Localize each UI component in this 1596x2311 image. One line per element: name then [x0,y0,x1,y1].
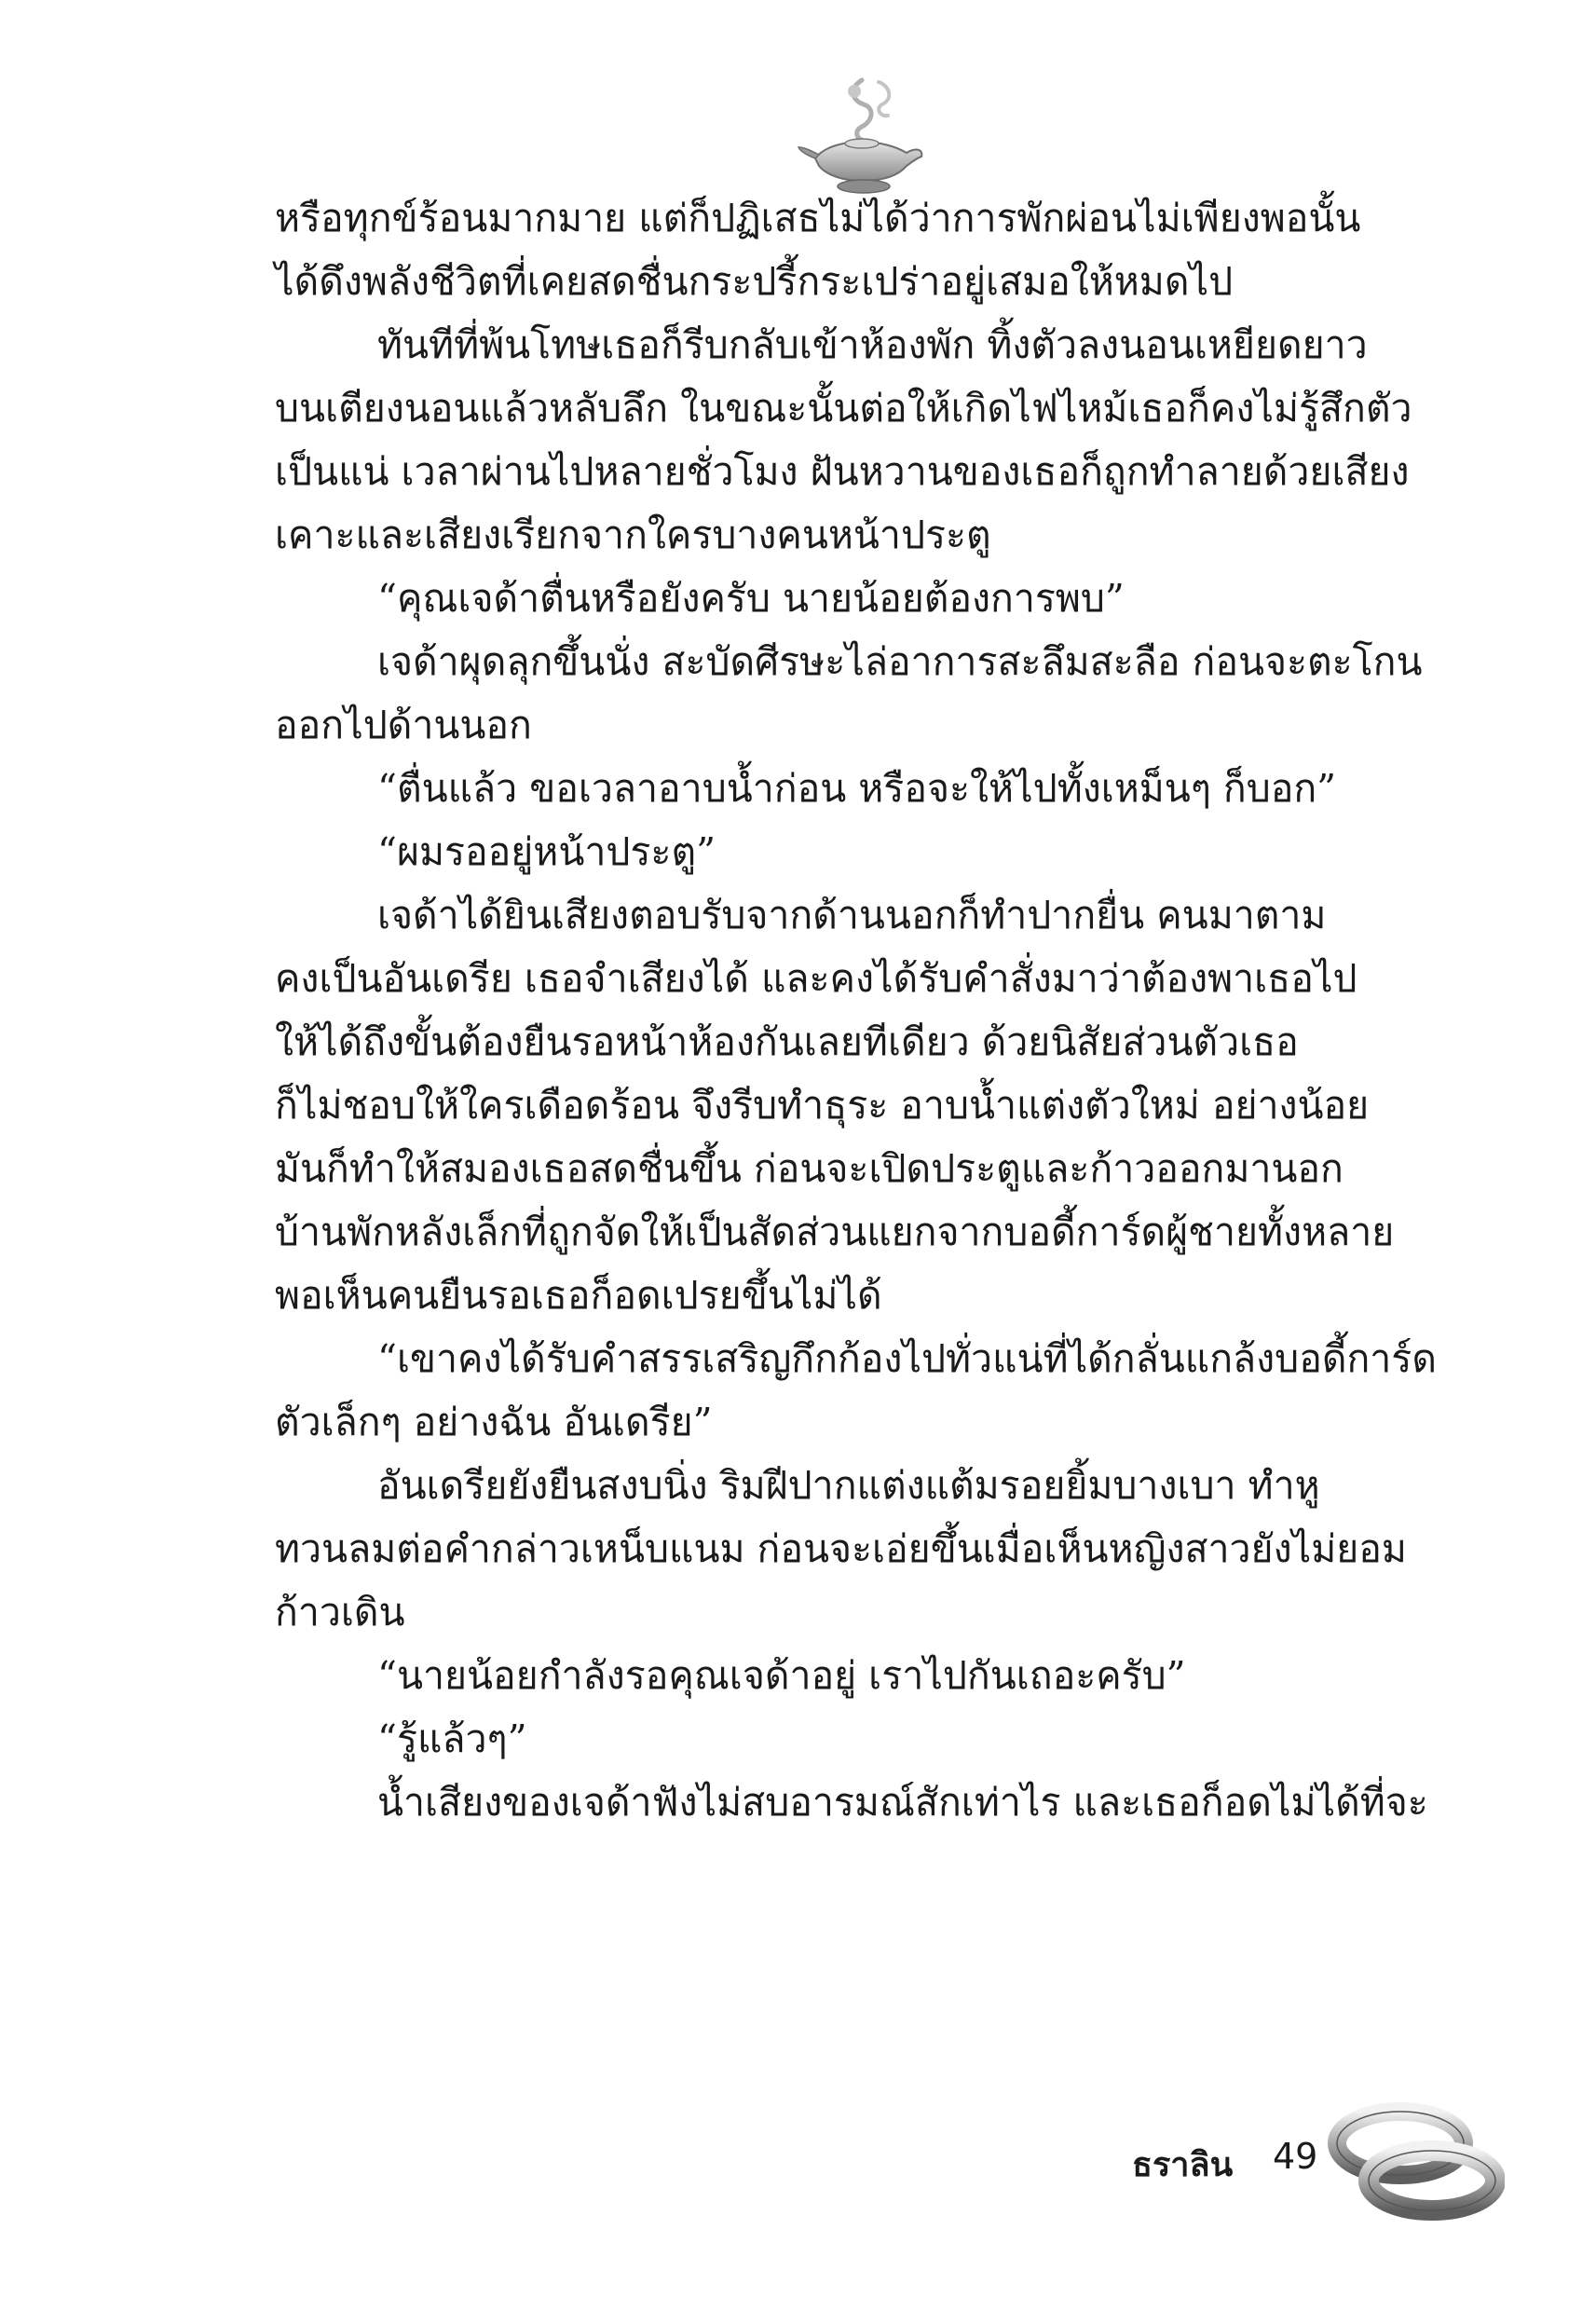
text-line: เจด้าได้ยินเสียงตอบรับจากด้านนอกก็ทำปากยื่น คนมาตาม [377,893,1327,937]
running-footer-title: ธราลิน [1132,2146,1234,2184]
body-text [275,186,1439,1834]
text-line: หรือทุกข์ร้อนมากมาย แต่ก็ปฏิเสธไม่ได้ว่าการพักผ่อนไม่เพียงพอนั้น [275,196,1361,240]
text-line: เป็นแน่ เวลาผ่านไปหลายชั่วโมง ฝันหวานของเธอก็ถูกทำลายด้วยเสียง [275,449,1410,494]
text-line: น้ำเสียงของเจด้าฟังไม่สบอารมณ์สักเท่าไร และเธอก็อดไม่ได้ที่จะ [377,1780,1428,1825]
text-line: ให้ได้ถึงขั้นต้องยืนรอหน้าห้องกันเลยทีเดียว ด้วยนิสัยส่วนตัวเธอ [275,1019,1299,1064]
text-line: พอเห็นคนยืนรอเธอก็อดเปรยขึ้นไม่ได้ [275,1273,882,1318]
text-line: คงเป็นอันเดรีย เธอจำเสียงได้ และคงได้รับคำสั่งมาว่าต้องพาเธอไป [275,956,1357,1001]
text-line: “นายน้อยกำลังรอคุณเจด้าอยู่ เราไปกันเถอะครับ” [377,1653,1186,1698]
text-line: มันก็ทำให้สมองเธอสดชื่นขึ้น ก่อนจะเปิดประตูและก้าวออกมานอก [275,1146,1344,1191]
text-line: อันเดรียยังยืนสงบนิ่ง ริมฝีปากแต่งแต้มรอยยิ้มบางเบา ทำหู [377,1463,1320,1508]
text-line: เคาะและเสียงเรียกจากใครบางคนหน้าประตู [275,513,991,557]
text-line: “รู้แล้วๆ” [377,1716,527,1761]
genie-lamp-logo-icon [797,73,927,203]
text-line: ตัวเล็กๆ อย่างฉัน อันเดรีย” [275,1400,713,1444]
text-line: “ตื่นแล้ว ขอเวลาอาบน้ำก่อน หรือจะให้ไปทั้งเหม็นๆ ก็บอก” [377,766,1337,811]
text-line: ออกไปด้านนอก [275,703,532,747]
text-line: ได้ดึงพลังชีวิตที่เคยสดชื่นกระปรี้กระเปร่าอยู่เสมอให้หมดไป [275,259,1234,304]
text-line: เจด้าผุดลุกขึ้นนั่ง สะบัดศีรษะไล่อาการสะลึมสะลือ ก่อนจะตะโกน [377,639,1423,684]
text-line: ก้าวเดิน [275,1590,405,1634]
text-line: ทวนลมต่อคำกล่าวเหน็บแนม ก่อนจะเอ่ยขึ้นเมื่อเห็นหญิงสาวยังไม่ยอม [275,1526,1407,1571]
page-number: 49 [1273,2136,1318,2177]
wedding-rings-icon [1328,2095,1505,2225]
text-line: “ผมรออยู่หน้าประตู” [377,829,716,874]
text-line: บ้านพักหลังเล็กที่ถูกจัดให้เป็นสัดส่วนแยกจากบอดี้การ์ดผู้ชายทั้งหลาย [275,1210,1395,1254]
text-line: ก็ไม่ชอบให้ใครเดือดร้อน จึงรีบทำธุระ อาบน้ำแต่งตัวใหม่ อย่างน้อย [275,1083,1370,1128]
text-line: ทันทีที่พ้นโทษเธอก็รีบกลับเข้าห้องพัก ทิ้งตัวลงนอนเหยียดยาว [377,322,1368,367]
text-line: บนเตียงนอนแล้วหลับลึก ในขณะนั้นต่อให้เกิดไฟไหม้เธอก็คงไม่รู้สึกตัว [275,386,1412,431]
text-line: “เขาคงได้รับคำสรรเสริญกึกก้องไปทั่วแน่ที่ได้กลั่นแกล้งบอดี้การ์ด [377,1336,1437,1381]
text-line: “คุณเจด้าตื่นหรือยังครับ นายน้อยต้องการพบ” [377,576,1125,621]
